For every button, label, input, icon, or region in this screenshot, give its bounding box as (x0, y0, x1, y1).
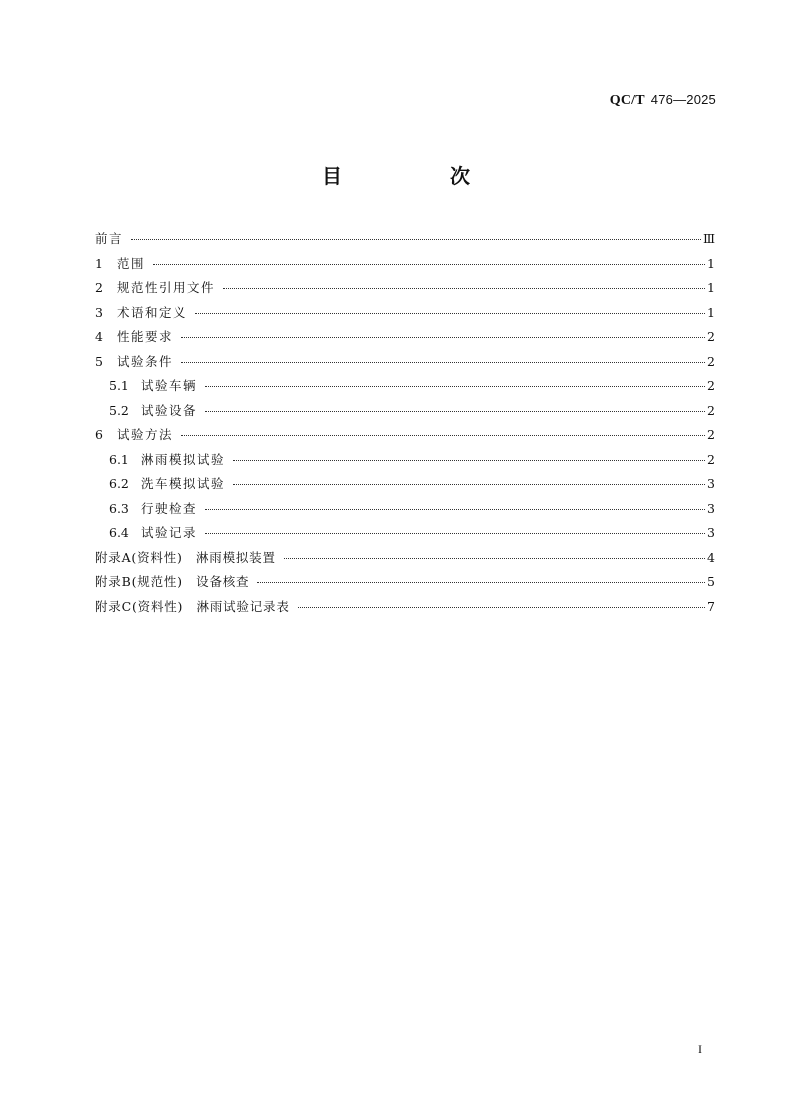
toc-dot-leader (195, 312, 705, 314)
standard-number: 476—2025 (650, 92, 716, 107)
toc-entry-title: 术语和定义 (117, 304, 188, 320)
toc-entry-number: 1 (95, 255, 103, 271)
toc-dot-leader (205, 532, 705, 534)
toc-entry-page: 3 (707, 476, 715, 491)
toc-dot-leader (205, 385, 705, 387)
toc-entry-number: 6.1 (109, 451, 129, 467)
toc-entry-title: 附录B(规范性) 设备核查 (95, 574, 250, 589)
toc-entry-title: 试验车辆 (141, 378, 198, 393)
toc-entry-page: 3 (707, 525, 715, 540)
toc-entry-title: 试验条件 (117, 353, 174, 369)
toc-entry-page: 3 (707, 500, 715, 516)
toc-entry-title: 附录C(资料性) 淋雨试验记录表 (95, 598, 290, 614)
toc-dot-leader (233, 459, 705, 461)
table-of-contents (95, 227, 715, 619)
toc-entry-title: 试验记录 (141, 525, 198, 540)
toc-entry[interactable] (95, 399, 715, 424)
toc-dot-leader (233, 483, 705, 485)
toc-entry-number: 2 (95, 280, 103, 295)
toc-entry[interactable] (95, 252, 715, 277)
toc-entry-title: 试验方法 (117, 427, 174, 442)
toc-entry[interactable] (95, 423, 715, 448)
toc-entry[interactable] (95, 448, 715, 473)
toc-dot-leader (257, 581, 705, 583)
toc-dot-leader (205, 410, 705, 412)
toc-dot-leader (131, 238, 701, 240)
toc-entry-title: 洗车模拟试验 (141, 476, 226, 491)
toc-dot-leader (205, 508, 705, 510)
toc-dot-leader (284, 557, 705, 559)
toc-entry[interactable] (95, 325, 715, 350)
toc-entry-page: 2 (707, 427, 715, 442)
toc-entry-page: 2 (707, 402, 715, 418)
toc-entry[interactable] (95, 570, 715, 595)
toc-entry-page: 7 (707, 598, 715, 614)
toc-entry[interactable] (95, 472, 715, 497)
toc-entry-page: 5 (707, 574, 715, 589)
toc-entry[interactable] (95, 350, 715, 375)
toc-dot-leader (181, 434, 705, 436)
toc-entry-number: 5 (95, 353, 103, 369)
toc-entry-page: Ⅲ (702, 231, 715, 246)
toc-entry[interactable] (95, 521, 715, 546)
toc-dot-leader (153, 263, 705, 265)
toc-entry[interactable] (95, 497, 715, 522)
toc-entry-page: 1 (707, 304, 715, 320)
page-title: 目 次 (322, 164, 514, 188)
toc-entry[interactable] (95, 374, 715, 399)
toc-entry-page: 2 (707, 329, 715, 344)
toc-entry[interactable] (95, 595, 715, 620)
page-number: I (698, 1042, 702, 1056)
toc-entry-page: 1 (707, 280, 715, 295)
toc-entry[interactable] (95, 227, 715, 252)
toc-dot-leader (181, 361, 705, 363)
toc-entry-title: 前言 (95, 231, 124, 246)
toc-entry-title: 附录A(资料性) 淋雨模拟装置 (95, 549, 276, 565)
toc-entry-number: 5.1 (109, 378, 129, 393)
toc-dot-leader (223, 287, 705, 289)
standard-code (610, 92, 716, 109)
toc-entry-number: 6.4 (109, 525, 129, 540)
toc-entry-title: 规范性引用文件 (117, 280, 216, 295)
toc-entry-title: 性能要求 (117, 329, 174, 344)
toc-entry[interactable] (95, 276, 715, 301)
toc-dot-leader (298, 606, 705, 608)
toc-entry-title: 范围 (117, 255, 146, 271)
toc-entry[interactable] (95, 546, 715, 571)
standard-prefix: QC/T (609, 93, 645, 108)
toc-entry-number: 4 (95, 329, 103, 344)
toc-entry-number: 3 (95, 304, 103, 320)
toc-entry-page: 2 (707, 378, 715, 393)
toc-entry-number: 6 (95, 427, 103, 442)
toc-entry-page: 2 (707, 451, 715, 467)
toc-entry-number: 6.2 (109, 476, 129, 491)
toc-entry-page: 1 (707, 255, 715, 271)
toc-entry-page: 4 (707, 549, 715, 565)
toc-dot-leader (181, 336, 705, 338)
toc-entry-title: 试验设备 (141, 402, 198, 418)
toc-entry-number: 6.3 (109, 500, 129, 516)
toc-entry-page: 2 (707, 353, 715, 369)
toc-entry-title: 淋雨模拟试验 (141, 451, 226, 467)
toc-entry[interactable] (95, 301, 715, 326)
toc-entry-number: 5.2 (109, 402, 129, 418)
toc-entry-title: 行驶检查 (141, 500, 198, 516)
